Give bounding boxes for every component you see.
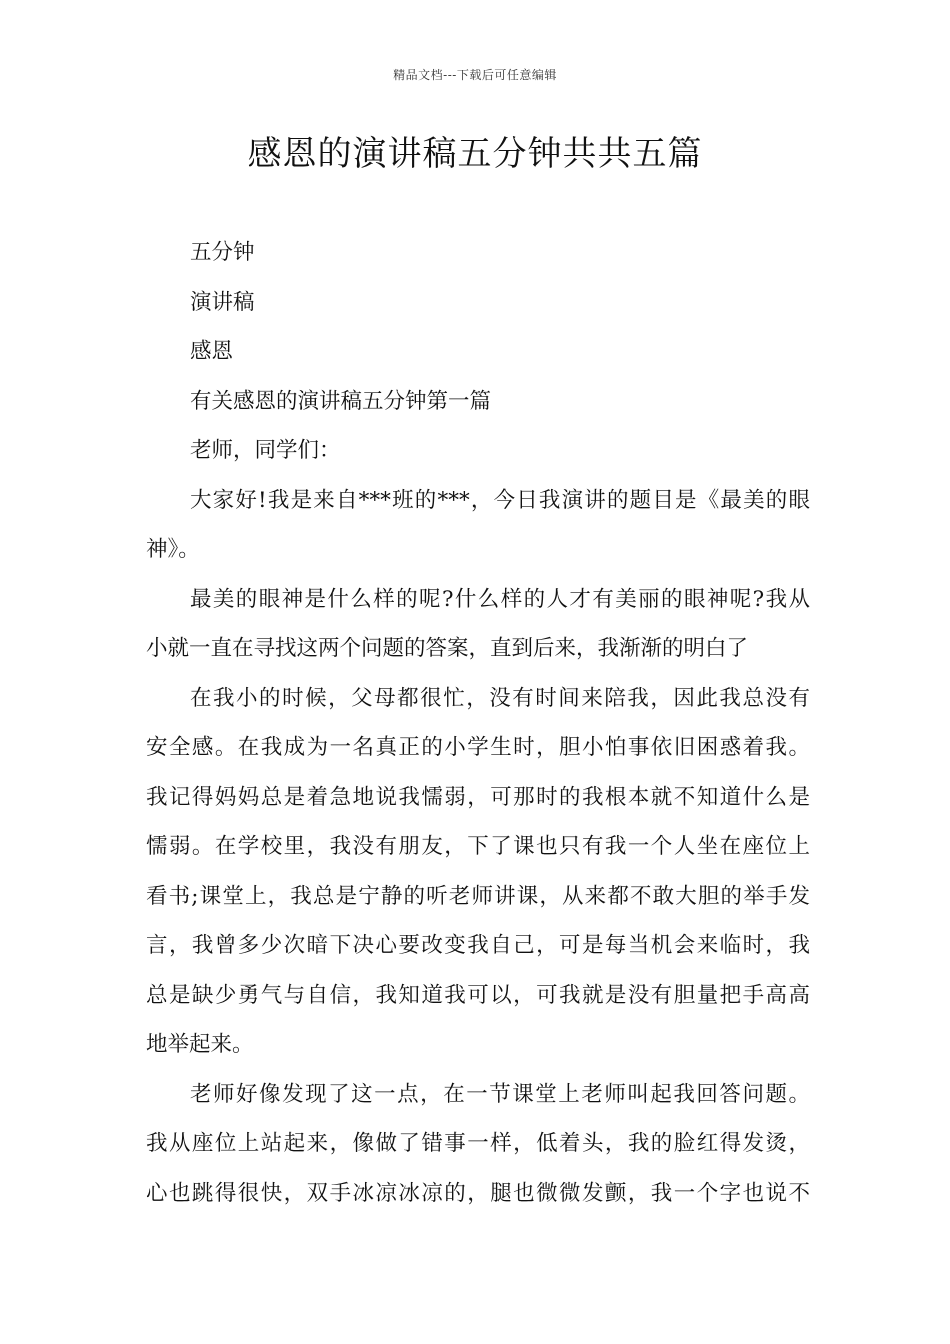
text-line: 有关感恩的演讲稿五分钟第一篇 <box>190 388 492 414</box>
text-line: 五分钟 <box>190 240 255 265</box>
text-line: 感恩 <box>190 339 234 364</box>
text-line: 懦弱。在学校里，我没有朋友，下了课也只有我一个人坐在座位上 <box>146 834 810 859</box>
text-line: 我从座位上站起来，像做了错事一样，低着头，我的脸红得发烫， <box>146 1131 810 1156</box>
page-header: 精品文档---下载后可任意编辑 <box>393 68 557 82</box>
text-line: 小就一直在寻找这两个问题的答案，直到后来，我渐渐的明白了 <box>146 636 749 661</box>
text-line: 看书;课堂上，我总是宁静的听老师讲课，从来都不敢大胆的举手发 <box>146 883 810 909</box>
text-line: 神》。 <box>146 537 200 562</box>
text-line: 言，我曾多少次暗下决心要改变我自己，可是每当机会来临时，我 <box>146 933 810 958</box>
text-line: 演讲稿 <box>190 289 255 315</box>
text-line: 老师好像发现了这一点，在一节课堂上老师叫起我回答问题。 <box>190 1081 810 1107</box>
text-line: 大家好!我是来自***班的***，今日我演讲的题目是《最美的眼 <box>190 487 810 513</box>
text-line: 地举起来。 <box>146 1032 254 1057</box>
text-line: 老师，同学们： <box>190 438 341 463</box>
text-line: 在我小的时候，父母都很忙，没有时间来陪我，因此我总没有 <box>190 685 810 711</box>
document-body <box>146 228 810 1218</box>
document-title: 感恩的演讲稿五分钟共共五篇 <box>247 134 703 174</box>
text-line: 总是缺少勇气与自信，我知道我可以，可我就是没有胆量把手高高 <box>146 982 810 1008</box>
text-line: 我记得妈妈总是着急地说我懦弱，可那时的我根本就不知道什么是 <box>146 784 810 810</box>
text-line: 安全感。在我成为一名真正的小学生时，胆小怕事依旧困惑着我。 <box>146 735 810 760</box>
text-line: 最美的眼神是什么样的呢?什么样的人才有美丽的眼神呢?我从 <box>190 586 810 612</box>
text-line: 心也跳得很快，双手冰凉冰凉的，腿也微微发颤，我一个字也说不 <box>146 1180 810 1206</box>
